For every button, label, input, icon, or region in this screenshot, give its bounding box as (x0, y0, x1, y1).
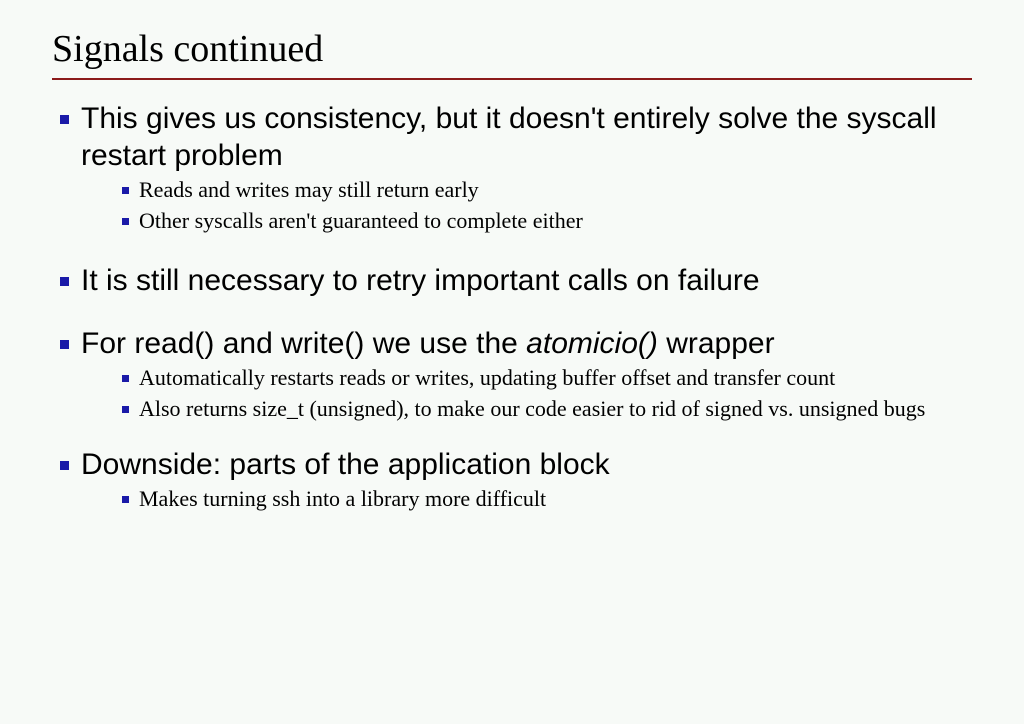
bullet-level1-text: It is still necessary to retry important calls on failure (81, 264, 760, 297)
bullet-level1-text-post: wrapper (657, 327, 775, 360)
slide-content (60, 100, 980, 514)
bullet-level2 (122, 484, 980, 514)
bullet-level2 (122, 363, 980, 393)
spacer (60, 424, 980, 446)
bullet-level2 (122, 206, 980, 236)
bullet-level2 (122, 394, 980, 424)
bullet-level2-text: Other syscalls aren't guaranteed to complete either (139, 208, 583, 233)
bullet-level1-text (81, 325, 775, 362)
title-divider (52, 78, 972, 80)
bullet-level2-text: Makes turning ssh into a library more difficult (139, 486, 547, 511)
square-bullet-icon (122, 406, 129, 413)
bullet-level1-text-emphasis: atomicio() (526, 327, 658, 360)
bullet-block-3 (60, 325, 980, 424)
bullet-level1-text-pre: For read() and write() we use the (81, 327, 527, 360)
bullet-block-4 (60, 446, 980, 514)
spacer (60, 299, 980, 325)
square-bullet-icon (122, 375, 129, 382)
square-bullet-icon (122, 218, 129, 225)
bullet-level1-text: Downside: parts of the application block (81, 448, 610, 481)
bullet-level1 (60, 446, 980, 483)
square-bullet-icon (122, 496, 129, 503)
bullet-level1 (60, 325, 980, 362)
bullet-level1-text: This gives us consistency, but it doesn't entirely solve the syscall restart problem (81, 102, 937, 172)
bullet-level2-text: Also returns size_t (unsigned), to make our code easier to rid of signed vs. unsigned bugs (139, 396, 926, 421)
square-bullet-icon (122, 187, 129, 194)
square-bullet-icon (60, 115, 69, 124)
spacer (60, 236, 980, 262)
bullet-level1 (60, 262, 980, 299)
square-bullet-icon (60, 461, 69, 470)
bullet-level2-text: Automatically restarts reads or writes, updating buffer offset and transfer count (139, 365, 836, 390)
square-bullet-icon (60, 340, 69, 349)
bullet-block-1 (60, 100, 980, 236)
bullet-level1 (60, 100, 980, 174)
bullet-level2 (122, 175, 980, 205)
bullet-block-2 (60, 262, 980, 299)
square-bullet-icon (60, 277, 69, 286)
page-title: Signals continued (52, 28, 324, 70)
bullet-level2-text: Reads and writes may still return early (139, 177, 479, 202)
